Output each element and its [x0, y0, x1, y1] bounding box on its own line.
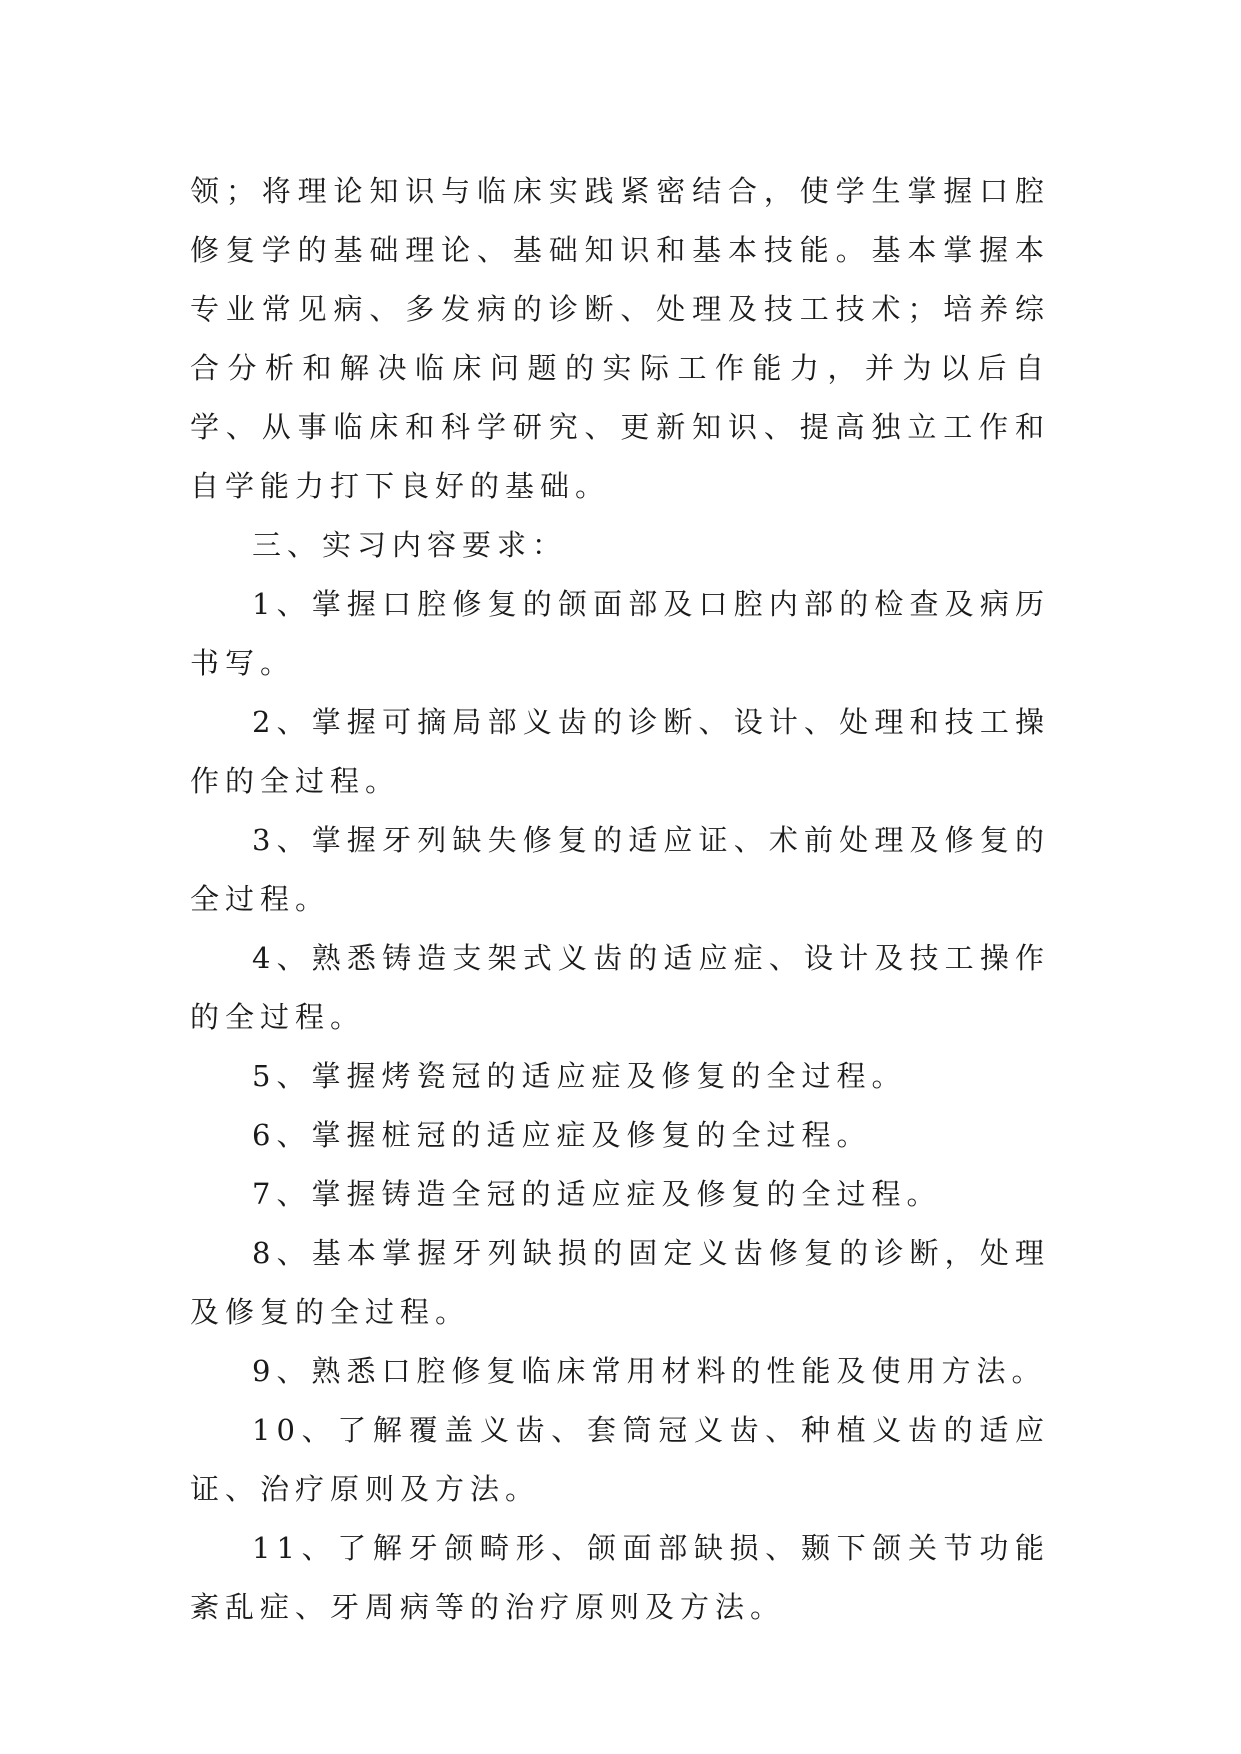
list-item: 5、掌握烤瓷冠的适应症及修复的全过程。 [252, 1059, 907, 1093]
list-item: 8、基本掌握牙列缺损的固定义齿修复的诊断，处理及修复的全过程。 [190, 1236, 1050, 1329]
intro-paragraph: 领；将理论知识与临床实践紧密结合，使学生掌握口腔修复学的基础理论、基础知识和基本技能。基本掌握本专业常见病、多发病的诊断、处理及技工技术；培养综合分析和解决临床问题的实际工作能力，并为以后自学、从事临床和科学研究、更新知识、提高独立工作和自学能力打下良好的基础。 [190, 174, 1050, 503]
list-item: 3、掌握牙列缺失修复的适应证、术前处理及修复的全过程。 [190, 823, 1050, 916]
list-item: 1、掌握口腔修复的颌面部及口腔内部的检查及病历书写。 [190, 587, 1050, 680]
list-item: 7、掌握铸造全冠的适应症及修复的全过程。 [252, 1177, 942, 1211]
list-item: 2、掌握可摘局部义齿的诊断、设计、处理和技工操作的全过程。 [190, 705, 1050, 798]
document-body [190, 162, 1050, 1637]
section-heading: 三、实习内容要求： [252, 528, 568, 562]
list-item: 9、熟悉口腔修复临床常用材料的性能及使用方法。 [252, 1354, 1047, 1388]
list-item: 6、掌握桩冠的适应症及修复的全过程。 [252, 1118, 872, 1152]
list-item: 11、了解牙颌畸形、颌面部缺损、颞下颌关节功能紊乱症、牙周病等的治疗原则及方法。 [190, 1531, 1050, 1624]
list-item: 4、熟悉铸造支架式义齿的适应症、设计及技工操作的全过程。 [190, 941, 1050, 1034]
list-item: 10、了解覆盖义齿、套筒冠义齿、种植义齿的适应证、治疗原则及方法。 [190, 1413, 1050, 1506]
